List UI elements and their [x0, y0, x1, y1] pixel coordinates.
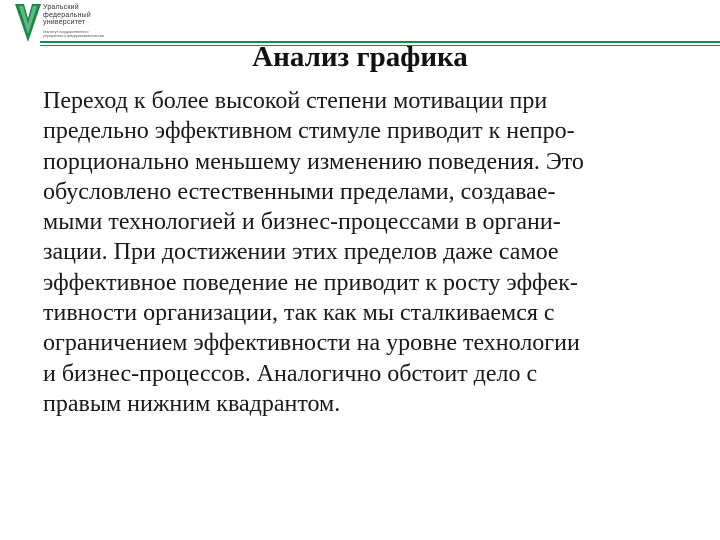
body-line: Переход к более высокой степени мотивации при: [43, 88, 548, 114]
logo-line-2: федеральный: [43, 11, 92, 19]
slide-title: [0, 38, 720, 76]
logo-line-3: университет: [43, 19, 86, 26]
body-line: предельно эффективном стимуле приводит к непро-: [43, 118, 575, 145]
urfu-logo-icon: [15, 4, 41, 42]
logo-university-name: [43, 4, 91, 27]
body-line: правым нижним квадрантом.: [43, 390, 341, 417]
body-line: мыми технологией и бизнес-процессами в органи-: [43, 209, 561, 236]
body-line: ограничением эффективности на уровне технологии: [43, 330, 580, 357]
body-line: порционально меньшему изменению поведения. Это: [43, 148, 584, 175]
body-line: тивности организации, так как мы сталкиваемся с: [43, 300, 555, 327]
body-line: зации. При достижении этих пределов даже самое: [43, 239, 559, 266]
body-line: и бизнес-процессов. Аналогично обстоит дело с: [43, 360, 538, 387]
body-line: обусловлено естественными пределами, создавае-: [43, 178, 556, 205]
body-line: эффективное поведение не приводит к росту эффек-: [43, 269, 578, 296]
logo-sub-line-1: Институт государственного: [43, 30, 89, 34]
logo-line-1: Уральский: [43, 4, 79, 11]
slide-title-text: Анализ графика: [252, 41, 468, 73]
logo-sub-line-2: управления и предпринимательства: [43, 34, 104, 38]
slide-body-text: [43, 86, 713, 419]
logo-institute-name: [43, 30, 104, 38]
